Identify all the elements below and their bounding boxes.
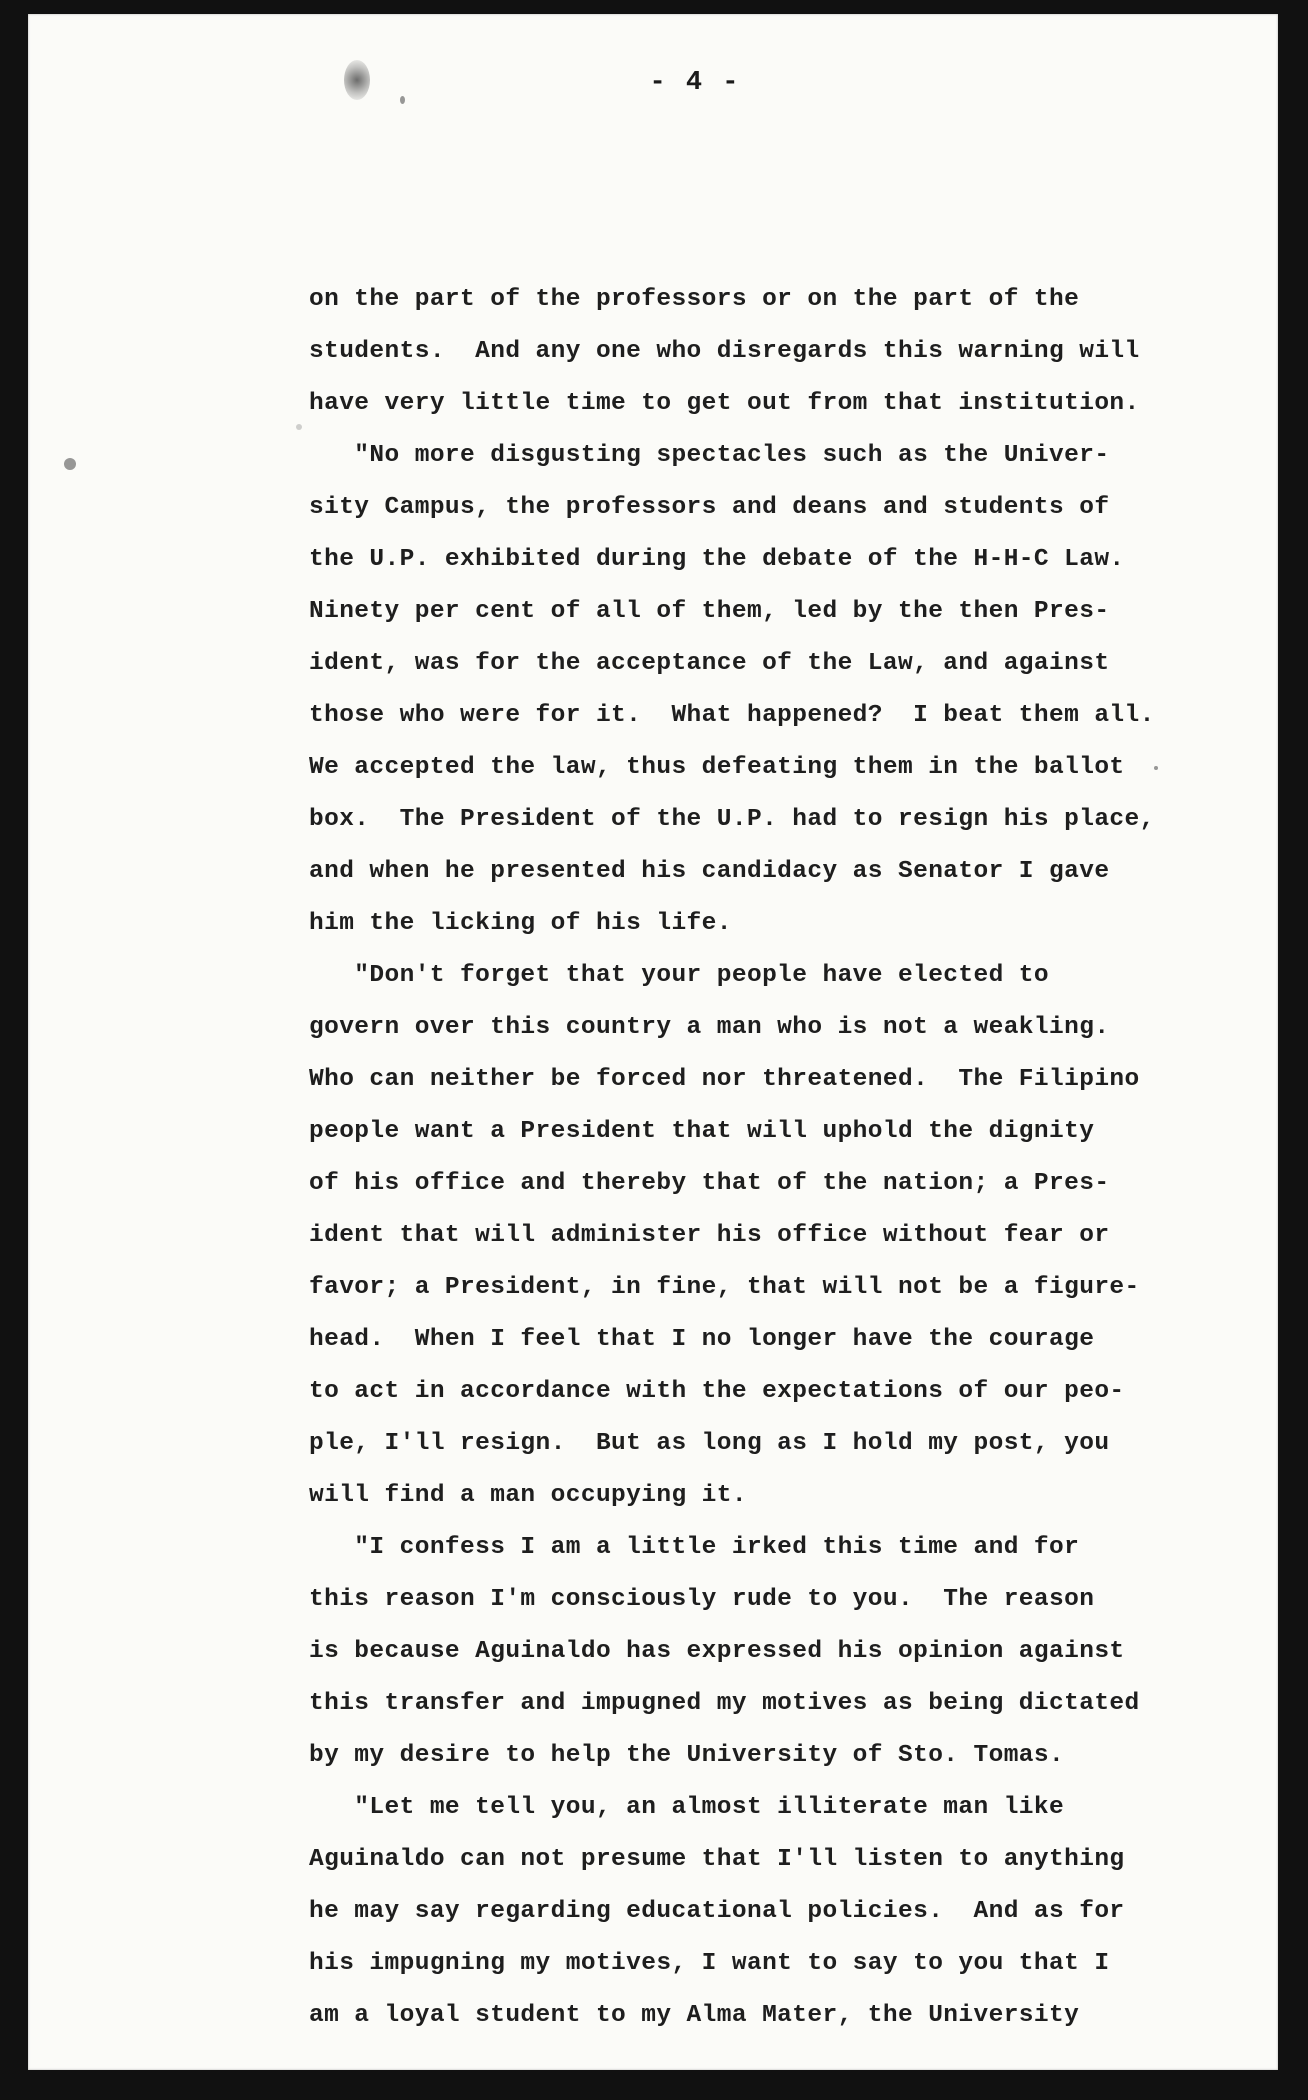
text-line: to act in accordance with the expectations of our peo- — [309, 1378, 1125, 1405]
text-line: on the part of the professors or on the part of the — [309, 286, 1080, 313]
text-line: by my desire to help the University of Sto. Tomas. — [309, 1742, 1065, 1769]
text-line: is because Aguinaldo has expressed his opinion against — [309, 1638, 1125, 1665]
text-line: have very little time to get out from that institution. — [309, 390, 1140, 417]
text-line: am a loyal student to my Alma Mater, the University — [309, 2002, 1080, 2029]
text-line: Who can neither be forced nor threatened. The Filipino — [309, 1066, 1140, 1093]
text-line: favor; a President, in fine, that will not be a figure- — [309, 1274, 1140, 1301]
text-line: the U.P. exhibited during the debate of the H-H-C Law. — [309, 546, 1125, 573]
text-line: sity Campus, the professors and deans and students of — [309, 494, 1110, 521]
text-line: his impugning my motives, I want to say to you that I — [309, 1950, 1110, 1977]
text-line: ple, I'll resign. But as long as I hold my post, you — [309, 1430, 1110, 1457]
text-line: Aguinaldo can not presume that I'll listen to anything — [309, 1846, 1125, 1873]
text-line: those who were for it. What happened? I beat them all. — [309, 702, 1155, 729]
text-line: govern over this country a man who is not a weakling. — [309, 1014, 1110, 1041]
text-line: this reason I'm consciously rude to you. The reason — [309, 1586, 1095, 1613]
document-body — [309, 280, 1209, 2048]
text-line: Ninety per cent of all of them, led by the then Pres- — [309, 598, 1110, 625]
text-line: him the licking of his life. — [309, 910, 732, 937]
text-line: "No more disgusting spectacles such as the Univer- — [309, 442, 1110, 469]
ink-speck — [296, 424, 302, 430]
text-line: students. And any one who disregards this warning will — [309, 338, 1140, 365]
page-number: - 4 - — [649, 68, 741, 98]
text-line: people want a President that will uphold the dignity — [309, 1118, 1095, 1145]
text-line: "Let me tell you, an almost illiterate man like — [309, 1794, 1065, 1821]
text-line: We accepted the law, thus defeating them in the ballot — [309, 754, 1125, 781]
text-line: ident, was for the acceptance of the Law, and against — [309, 650, 1110, 677]
text-line: head. When I feel that I no longer have the courage — [309, 1326, 1095, 1353]
text-line: of his office and thereby that of the nation; a Pres- — [309, 1170, 1110, 1197]
text-line: ident that will administer his office without fear or — [309, 1222, 1110, 1249]
text-line: this transfer and impugned my motives as being dictated — [309, 1690, 1140, 1717]
text-line: he may say regarding educational policies. And as for — [309, 1898, 1125, 1925]
text-line: and when he presented his candidacy as Senator I gave — [309, 858, 1110, 885]
text-line: will find a man occupying it. — [309, 1482, 747, 1509]
text-line: box. The President of the U.P. had to resign his place, — [309, 806, 1155, 833]
ink-speck — [64, 458, 76, 470]
text-line: "I confess I am a little irked this time and for — [309, 1534, 1080, 1561]
text-line: "Don't forget that your people have elected to — [309, 962, 1050, 989]
